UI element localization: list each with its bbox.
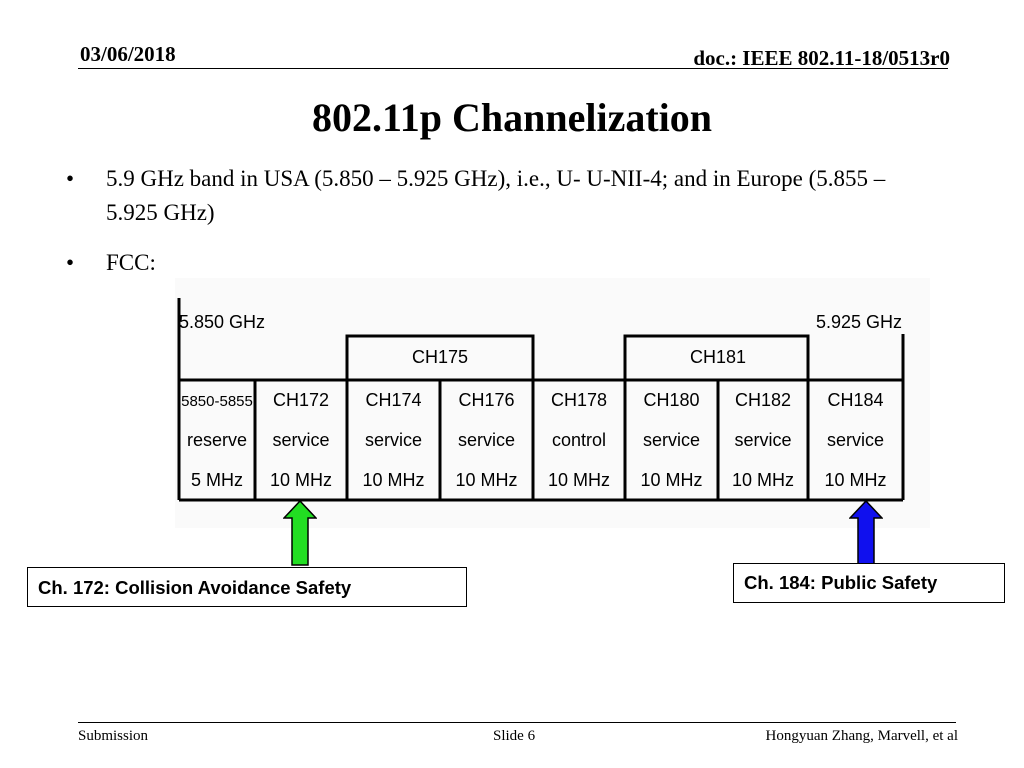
bullet-text: 5.9 GHz band in USA (5.850 – 5.925 GHz), i.e., U- U-NII-4; and in Europe (5.855 – 5.925 GHz) xyxy=(106,166,886,225)
channel-use: service xyxy=(364,430,423,450)
header-date: 03/06/2018 xyxy=(80,42,176,66)
channel-name: CH174 xyxy=(365,390,422,410)
bullet-mark: • xyxy=(66,166,75,191)
blue-arrow-icon xyxy=(849,500,883,566)
combined-channel-ch175: CH175 xyxy=(411,347,469,367)
channel-width: 10 MHz xyxy=(824,470,887,490)
slide-title: 802.11p Channelization xyxy=(311,95,713,140)
footer-rule xyxy=(78,722,956,723)
bullet-text: FCC: xyxy=(106,250,156,275)
channel-use: service xyxy=(272,430,330,450)
footer-author: Hongyuan Zhang, Marvell, et al xyxy=(765,728,958,744)
channel-width: 10 MHz xyxy=(455,470,518,490)
footer-submission: Submission xyxy=(78,728,149,744)
channel-width: 10 MHz xyxy=(362,470,425,490)
callout-ch172: Ch. 172: Collision Avoidance Safety xyxy=(27,567,467,607)
channel-width: 10 MHz xyxy=(547,470,611,490)
channel-use: service xyxy=(826,430,885,450)
channel-width: 10 MHz xyxy=(731,470,795,490)
channel-width: 5 MHz xyxy=(190,470,244,490)
channel-name: CH184 xyxy=(827,390,884,410)
channel-use: service xyxy=(642,430,701,450)
channel-use: control xyxy=(551,430,607,450)
channel-use: reserve xyxy=(186,430,248,450)
channel-use: service xyxy=(457,430,516,450)
callout-ch184: Ch. 184: Public Safety xyxy=(733,563,1005,603)
channel-width: 10 MHz xyxy=(640,470,703,490)
channel-name: CH178 xyxy=(550,390,608,410)
channel-name: CH182 xyxy=(734,390,792,410)
channel-diagram xyxy=(175,278,930,528)
left-frequency-label: 5.850 GHz xyxy=(179,312,266,332)
bullet-mark: • xyxy=(66,250,75,275)
footer-slide-number: Slide 6 xyxy=(493,728,536,744)
header-doc-id: doc.: IEEE 802.11-18/0513r0 xyxy=(693,46,950,70)
channel-name: CH172 xyxy=(272,390,330,410)
channel-name: CH176 xyxy=(458,390,515,410)
channel-name: CH180 xyxy=(643,390,700,410)
bullet-item xyxy=(66,162,926,232)
right-frequency-label: 5.925 GHz xyxy=(815,312,902,332)
channel-name: 5850-5855 xyxy=(181,393,253,410)
bullet-item xyxy=(66,246,266,280)
channel-cell xyxy=(181,393,253,490)
channel-width: 10 MHz xyxy=(269,470,333,490)
combined-channel-ch181: CH181 xyxy=(689,347,747,367)
green-arrow-icon xyxy=(283,500,317,566)
channel-use: service xyxy=(734,430,792,450)
header-rule xyxy=(78,68,948,69)
